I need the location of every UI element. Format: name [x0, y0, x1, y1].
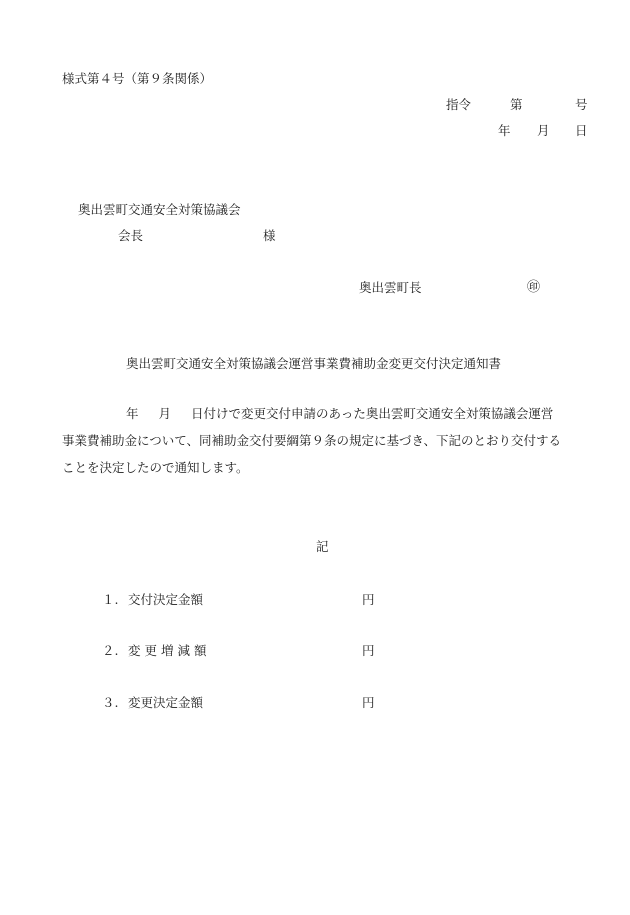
addressee-organization: 奥出雲町交通安全対策協議会: [78, 202, 241, 217]
body-line-1: [62, 408, 553, 421]
body-year-label: 年: [126, 406, 139, 421]
item-3-label: 変更決定金額: [128, 695, 204, 710]
item-2-number: ２.: [102, 643, 119, 658]
seal-mark: ㊞: [527, 280, 541, 295]
item-2-label: 変更増減額: [128, 643, 211, 658]
date-year-label: 年: [498, 123, 511, 138]
reference-mid: 第: [510, 97, 523, 112]
document-title: 奥出雲町交通安全対策協議会運営事業費補助金変更交付決定通知書: [126, 356, 502, 371]
body-month-label: 月: [158, 406, 172, 421]
sender-name: 奥出雲町長: [359, 280, 422, 295]
reference-prefix: 指令: [446, 97, 472, 112]
item-3-unit: 円: [362, 695, 375, 710]
item-2-unit: 円: [362, 643, 375, 658]
addressee-honorific: 様: [263, 228, 276, 243]
date-day-label: 日: [575, 123, 588, 138]
form-number: 様式第４号（第９条関係）: [62, 71, 213, 86]
item-1-number: １.: [102, 592, 119, 607]
addressee-role: 会長: [118, 228, 144, 243]
body-line-2: 事業費補助金について、同補助金交付要綱第９条の規定に基づき、下記のとおり交付する: [62, 433, 562, 448]
ki-heading: 記: [316, 539, 329, 554]
item-1-label: 交付決定金額: [128, 592, 204, 607]
body-line-3: ことを決定したので通知します。: [62, 460, 249, 475]
item-3-number: ３.: [102, 695, 119, 710]
date-month-label: 月: [537, 123, 550, 138]
body-line-1-text: 日付けで変更交付申請のあった奥出雲町交通安全対策協議会運営: [191, 406, 554, 421]
item-1-unit: 円: [362, 592, 375, 607]
reference-suffix: 号: [575, 97, 588, 112]
